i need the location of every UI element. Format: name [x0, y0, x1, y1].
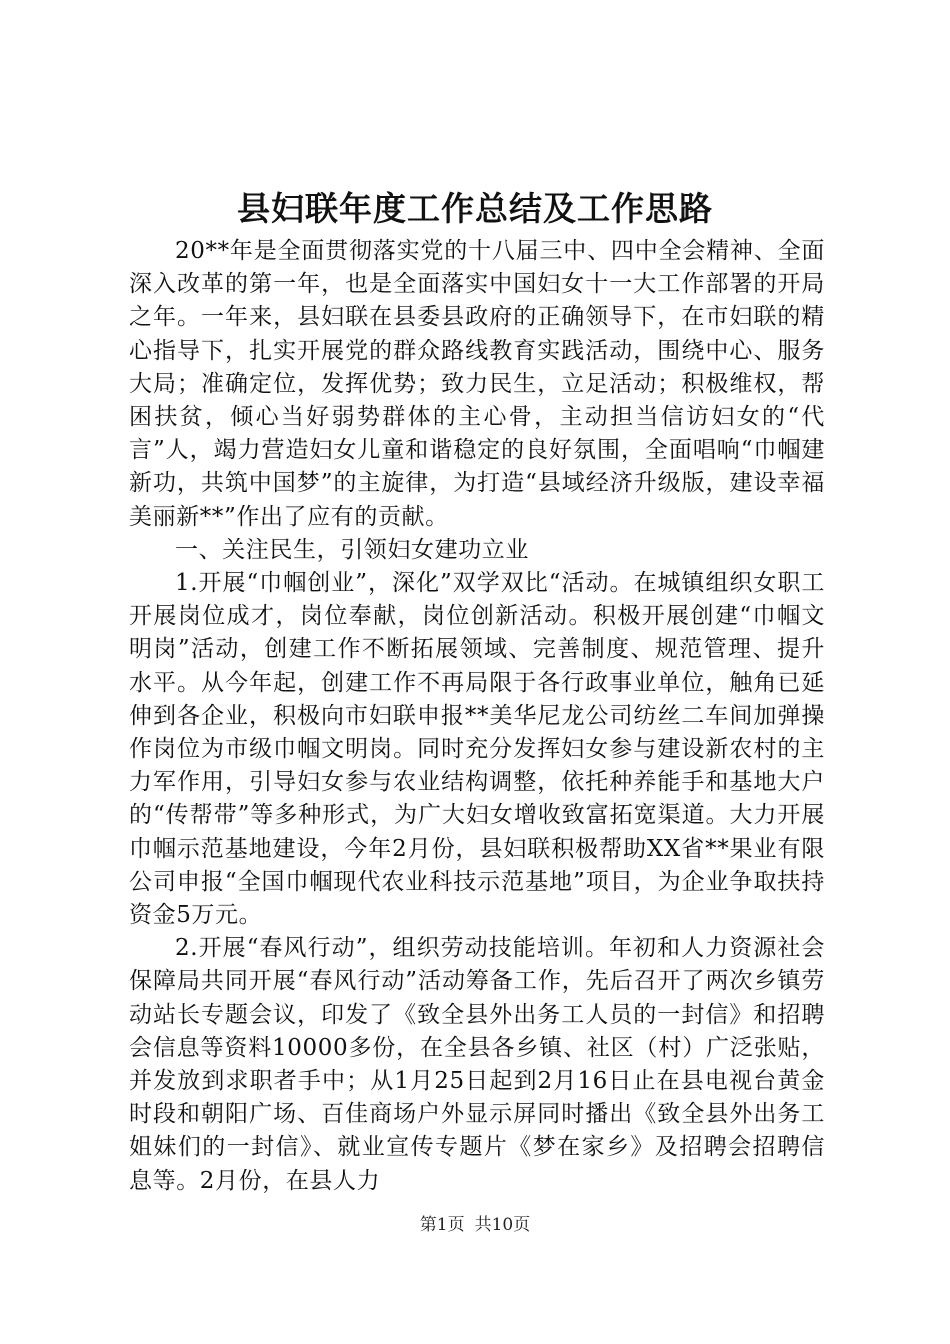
intro-paragraph: 20**年是全面贯彻落实党的十八届三中、四中全会精神、全面深入改革的第一年，也是全面落实中国妇女十一大工作部署的开局之年。一年来，县妇联在县委县政府的正确领导下，在市妇联的精心指导下，扎实开展党的群众路线教育实践活动，围绕中心、服务大局；准确定位，发挥优势；致力民生，立足活动；积极维权，帮困扶贫，倾心当好弱势群体的主心骨，主动担当信访妇女的“代言”人，竭力营造妇女儿童和谐稳定的良好氛围，全面唱响“巾帼建新功，共筑中国梦”的主旋律，为打造“县域经济升级版，建设幸福美丽新**”作出了应有的贡献。 [129, 238, 825, 530]
page-number: 第1页 [419, 1215, 465, 1235]
section-heading: 一、关注民生，引领妇女建功立业 [175, 536, 529, 563]
document-body [129, 235, 825, 1198]
item-1-paragraph: 1.开展“巾帼创业”，深化”双学双比“活动。在城镇组织女职工开展岗位成才，岗位奉献，岗位创新活动。积极开展创建“巾帼文明岗”活动，创建工作不断拓展领域、完善制度、规范管理、提升水平。从今年起，创建工作不再局限于各行政事业单位，触角已延伸到各企业，积极向市妇联申报**美华尼龙公司纺丝二车间加弹操作岗位为市级巾帼文明岗。同时充分发挥妇女参与建设新农村的主力军作用，引导妇女参与农业结构调整，依托种养能手和基地大户的“传帮带”等多种形式，为广大妇女增收致富拓宽渠道。大力开展巾帼示范基地建设，今年2月份，县妇联积极帮助XX省**果业有限公司申报“全国巾帼现代农业科技示范基地”项目，为企业争取扶持资金5万元。 [129, 570, 825, 929]
page-total: 共10页 [474, 1215, 531, 1235]
item-2-paragraph: 2.开展“春风行动”，组织劳动技能培训。年初和人力资源社会保障局共同开展“春风行动”活动筹备工作，先后召开了两次乡镇劳动站长专题会议，印发了《致全县外出务工人员的一封信》和招聘会信息等资料10000多份，在全县各乡镇、社区（村）广泛张贴，并发放到求职者手中；从1月25日起到2月16日止在县电视台黄金时段和朝阳广场、百佳商场户外显示屏同时播出《致全县外出务工姐妹们的一封信》、就业宣传专题片《梦在家乡》及招聘会招聘信息等。2月份，在县人力 [129, 935, 825, 1194]
document-title: 县妇联年度工作总结及工作思路 [237, 189, 713, 228]
page-footer [0, 1213, 950, 1237]
